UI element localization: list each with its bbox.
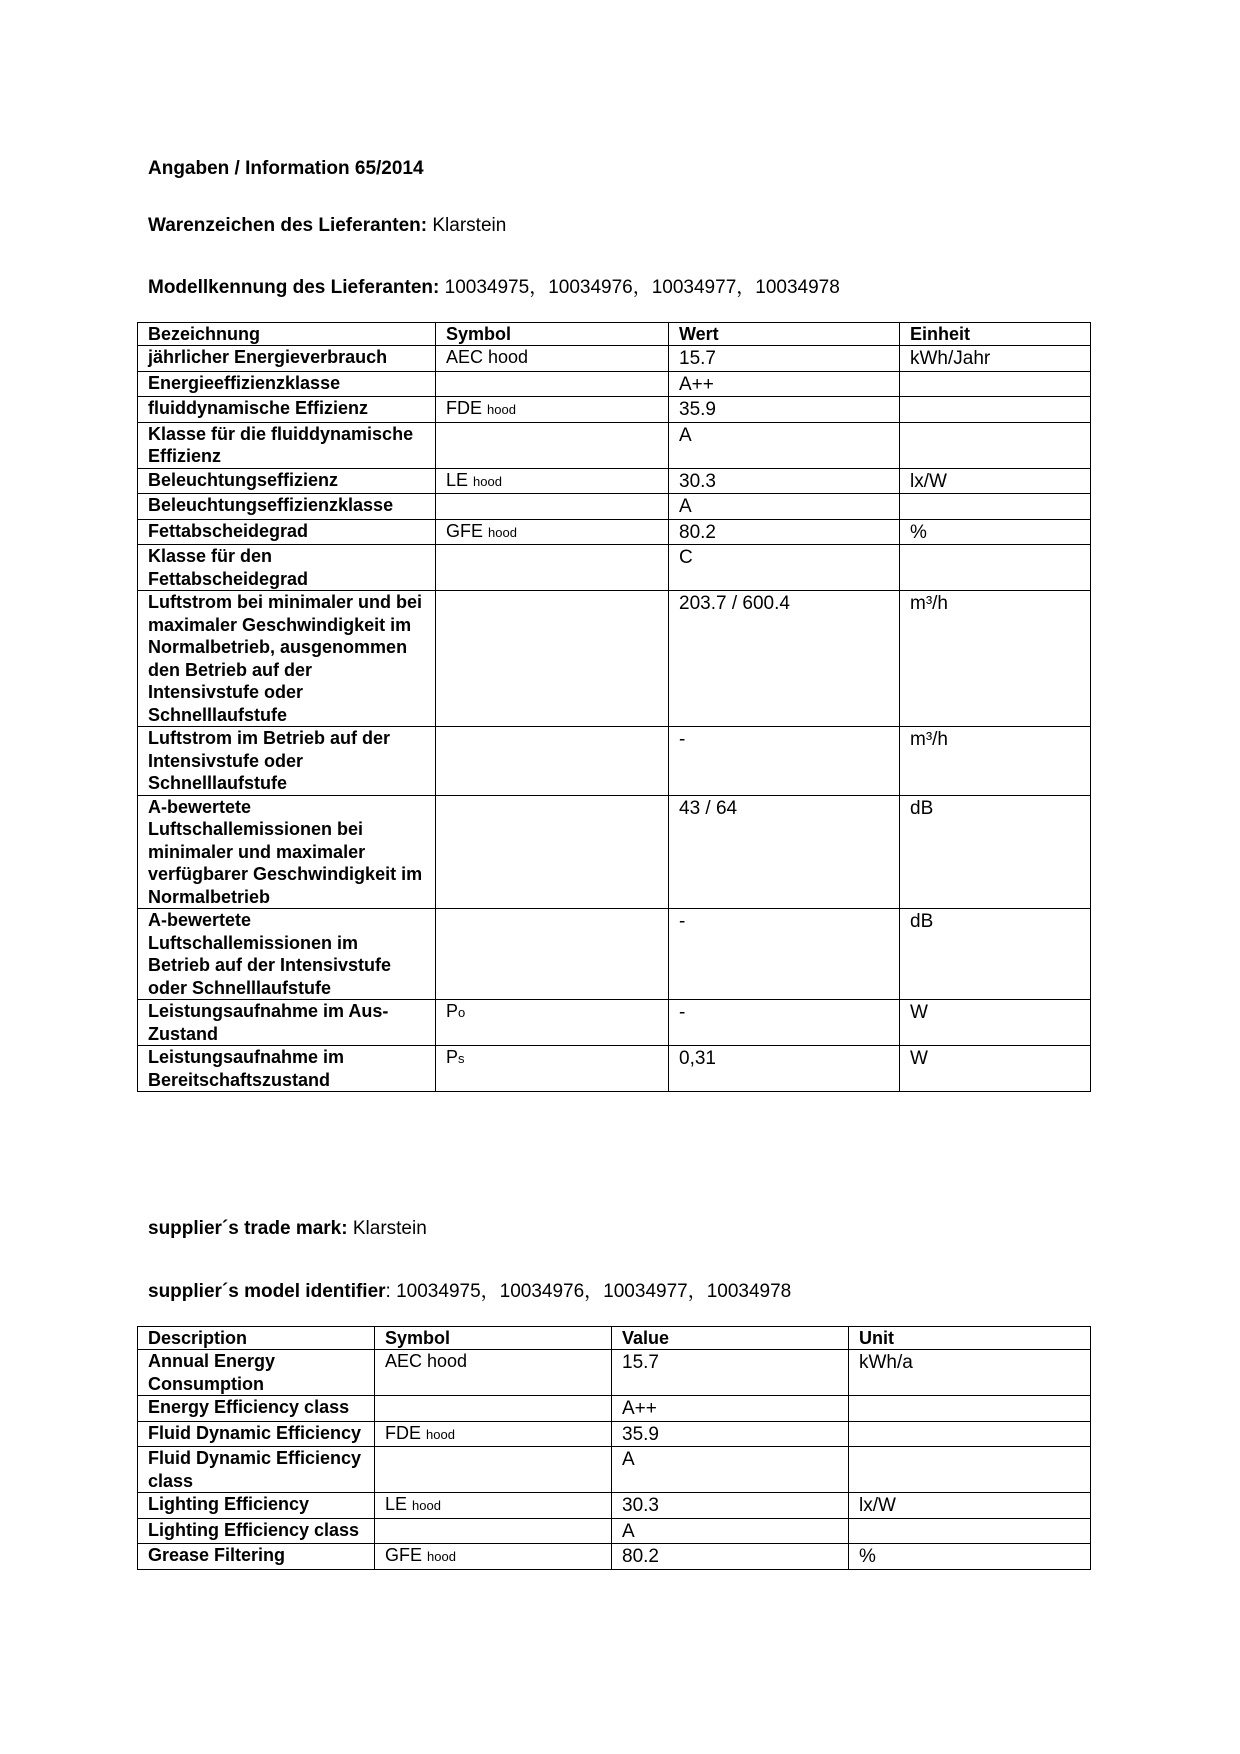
- row-value: 80.2: [612, 1544, 849, 1570]
- de-model-value: 10034975，10034976，10034977，10034978: [439, 277, 840, 298]
- row-value: A: [669, 494, 900, 520]
- row-unit: m³/h: [900, 727, 1091, 796]
- row-description: Fluid Dynamic Efficiency: [138, 1421, 375, 1447]
- table-row: [138, 494, 1091, 520]
- row-symbol: [436, 397, 669, 423]
- row-description: Beleuchtungseffizienz: [138, 468, 436, 494]
- row-description: Fettabscheidegrad: [138, 519, 436, 545]
- row-value: A++: [612, 1396, 849, 1422]
- row-unit: W: [900, 1000, 1091, 1046]
- row-unit: %: [900, 519, 1091, 545]
- table-row: [138, 1493, 1091, 1519]
- row-value: 35.9: [669, 397, 900, 423]
- symbol-main: AEC hood: [446, 347, 529, 367]
- row-value: A: [612, 1518, 849, 1544]
- symbol-main: LE: [385, 1494, 413, 1514]
- table-header-row: [138, 1327, 1091, 1350]
- en-trademark-label: supplier´s trade mark:: [148, 1218, 348, 1239]
- table-row: [138, 468, 1091, 494]
- row-symbol: [436, 519, 669, 545]
- symbol-main: LE: [446, 469, 474, 490]
- symbol-subscript: hood: [487, 402, 516, 417]
- row-description: jährlicher Energieverbrauch: [138, 346, 436, 372]
- row-unit: dB: [900, 795, 1091, 909]
- header-symbol: Symbol: [375, 1327, 612, 1350]
- row-symbol: [436, 346, 669, 372]
- document-title: Angaben / Information 65/2014: [148, 158, 424, 179]
- table-row: [138, 371, 1091, 397]
- row-description: fluiddynamische Effizienz: [138, 397, 436, 423]
- row-value: 43 / 64: [669, 795, 900, 909]
- table-row: [138, 346, 1091, 372]
- row-value: 80.2: [669, 519, 900, 545]
- row-unit: kWh/a: [849, 1350, 1091, 1396]
- row-value: C: [669, 545, 900, 591]
- row-value: 35.9: [612, 1421, 849, 1447]
- row-description: Luftstrom bei minimaler und bei maximaler Geschwindigkeit im Normalbetrieb, ausgenommen den Betrieb auf der Intensivstufe oder Schnelllaufstufe: [138, 591, 436, 727]
- row-unit: m³/h: [900, 591, 1091, 727]
- row-value: 15.7: [669, 346, 900, 372]
- row-description: A-bewertete Luftschallemissionen im Betrieb auf der Intensivstufe oder Schnelllaufstufe: [138, 909, 436, 1000]
- row-unit: lx/W: [849, 1493, 1091, 1519]
- table-row: [138, 422, 1091, 468]
- header-einheit: Einheit: [900, 323, 1091, 346]
- row-value: 203.7 / 600.4: [669, 591, 900, 727]
- header-symbol: Symbol: [436, 323, 669, 346]
- table-row: [138, 1544, 1091, 1570]
- en-model-label: supplier´s model identifier: [148, 1281, 386, 1302]
- row-symbol: [436, 727, 669, 796]
- row-unit: dB: [900, 909, 1091, 1000]
- row-symbol: [375, 1544, 612, 1570]
- row-description: Lighting Efficiency class: [138, 1518, 375, 1544]
- row-description: Grease Filtering: [138, 1544, 375, 1570]
- row-value: 0,31: [669, 1046, 900, 1092]
- symbol-main: GFE: [385, 1545, 428, 1565]
- row-unit: W: [900, 1046, 1091, 1092]
- row-description: A-bewertete Luftschallemissionen bei minimaler und maximaler verfügbarer Geschwindigkeit im Normalbetrieb: [138, 795, 436, 909]
- de-trademark-label: Warenzeichen des Lieferanten:: [148, 215, 428, 236]
- row-value: A: [669, 422, 900, 468]
- row-unit: lx/W: [900, 468, 1091, 494]
- row-unit: %: [849, 1544, 1091, 1570]
- row-unit: [849, 1396, 1091, 1422]
- table-row: [138, 1447, 1091, 1493]
- symbol-subscript: hood: [473, 473, 502, 489]
- row-unit: [849, 1447, 1091, 1493]
- header-description: Description: [138, 1327, 375, 1350]
- row-description: Luftstrom im Betrieb auf der Intensivstufe oder Schnelllaufstufe: [138, 727, 436, 796]
- row-value: A: [612, 1447, 849, 1493]
- table-header-row: [138, 323, 1091, 346]
- row-symbol: [375, 1421, 612, 1447]
- table-row: [138, 1396, 1091, 1422]
- row-description: Leistungsaufnahme im Bereitschaftszustand: [138, 1046, 436, 1092]
- de-trademark-value: Klarstein: [427, 215, 507, 236]
- table-row: [138, 591, 1091, 727]
- header-unit: Unit: [849, 1327, 1091, 1350]
- row-description: Klasse für den Fettabscheidegrad: [138, 545, 436, 591]
- table-row: [138, 397, 1091, 423]
- row-unit: [849, 1518, 1091, 1544]
- de-model-label: Modellkennung des Lieferanten:: [148, 277, 440, 298]
- row-description: Fluid Dynamic Efficiency class: [138, 1447, 375, 1493]
- row-unit: [900, 494, 1091, 520]
- table-row: [138, 519, 1091, 545]
- row-value: 30.3: [612, 1493, 849, 1519]
- row-symbol: [436, 1046, 669, 1092]
- header-wert: Wert: [669, 323, 900, 346]
- row-symbol: [375, 1447, 612, 1493]
- row-unit: [900, 422, 1091, 468]
- row-unit: [849, 1421, 1091, 1447]
- header-value: Value: [612, 1327, 849, 1350]
- row-unit: [900, 371, 1091, 397]
- en-model-value: : 10034975，10034976，10034977，10034978: [385, 1281, 792, 1302]
- de-spec-table: [137, 322, 1091, 1092]
- en-model-line: [148, 1276, 791, 1303]
- row-description: Annual Energy Consumption: [138, 1350, 375, 1396]
- row-symbol: [375, 1396, 612, 1422]
- row-description: Energy Efficiency class: [138, 1396, 375, 1422]
- row-symbol: [436, 1000, 669, 1046]
- table-row: [138, 1350, 1091, 1396]
- table-row: [138, 545, 1091, 591]
- row-value: -: [669, 727, 900, 796]
- symbol-main: GFE: [446, 520, 489, 541]
- table-row: [138, 1421, 1091, 1447]
- row-description: Klasse für die fluiddynamische Effizienz: [138, 422, 436, 468]
- header-bezeichnung: Bezeichnung: [138, 323, 436, 346]
- row-symbol: [436, 494, 669, 520]
- row-symbol: [436, 545, 669, 591]
- symbol-subscript: hood: [427, 1549, 456, 1564]
- en-trademark-line: [148, 1218, 427, 1240]
- table-row: [138, 1000, 1091, 1046]
- symbol-subscript: hood: [426, 1426, 455, 1442]
- row-symbol: [436, 795, 669, 909]
- row-description: Energieeffizienzklasse: [138, 371, 436, 397]
- row-value: -: [669, 1000, 900, 1046]
- symbol-subscript: s: [458, 1051, 465, 1066]
- row-value: 30.3: [669, 468, 900, 494]
- table-row: [138, 795, 1091, 909]
- symbol-main: AEC hood: [385, 1351, 468, 1371]
- row-unit: [900, 545, 1091, 591]
- row-description: Lighting Efficiency: [138, 1493, 375, 1519]
- row-description: Beleuchtungseffizienzklasse: [138, 494, 436, 520]
- symbol-main: P: [446, 1047, 459, 1067]
- symbol-subscript: hood: [412, 1498, 441, 1513]
- symbol-main: P: [446, 1001, 459, 1021]
- row-symbol: [375, 1350, 612, 1396]
- row-unit: [900, 397, 1091, 423]
- row-symbol: [436, 468, 669, 494]
- row-description: Leistungsaufnahme im Aus-Zustand: [138, 1000, 436, 1046]
- row-symbol: [436, 591, 669, 727]
- en-spec-table: [137, 1326, 1091, 1570]
- row-symbol: [375, 1518, 612, 1544]
- row-unit: kWh/Jahr: [900, 346, 1091, 372]
- symbol-subscript: hood: [488, 524, 517, 540]
- table-row: [138, 1046, 1091, 1092]
- row-value: A++: [669, 371, 900, 397]
- symbol-main: FDE: [385, 1422, 427, 1443]
- en-trademark-value: Klarstein: [347, 1218, 427, 1239]
- table-row: [138, 909, 1091, 1000]
- table-row: [138, 727, 1091, 796]
- row-symbol: [436, 422, 669, 468]
- row-value: 15.7: [612, 1350, 849, 1396]
- table-row: [138, 1518, 1091, 1544]
- row-value: -: [669, 909, 900, 1000]
- symbol-subscript: o: [458, 1005, 466, 1020]
- row-symbol: [436, 371, 669, 397]
- row-symbol: [375, 1493, 612, 1519]
- row-symbol: [436, 909, 669, 1000]
- de-model-line: [148, 272, 840, 299]
- de-trademark-line: [148, 215, 506, 237]
- symbol-main: FDE: [446, 398, 488, 418]
